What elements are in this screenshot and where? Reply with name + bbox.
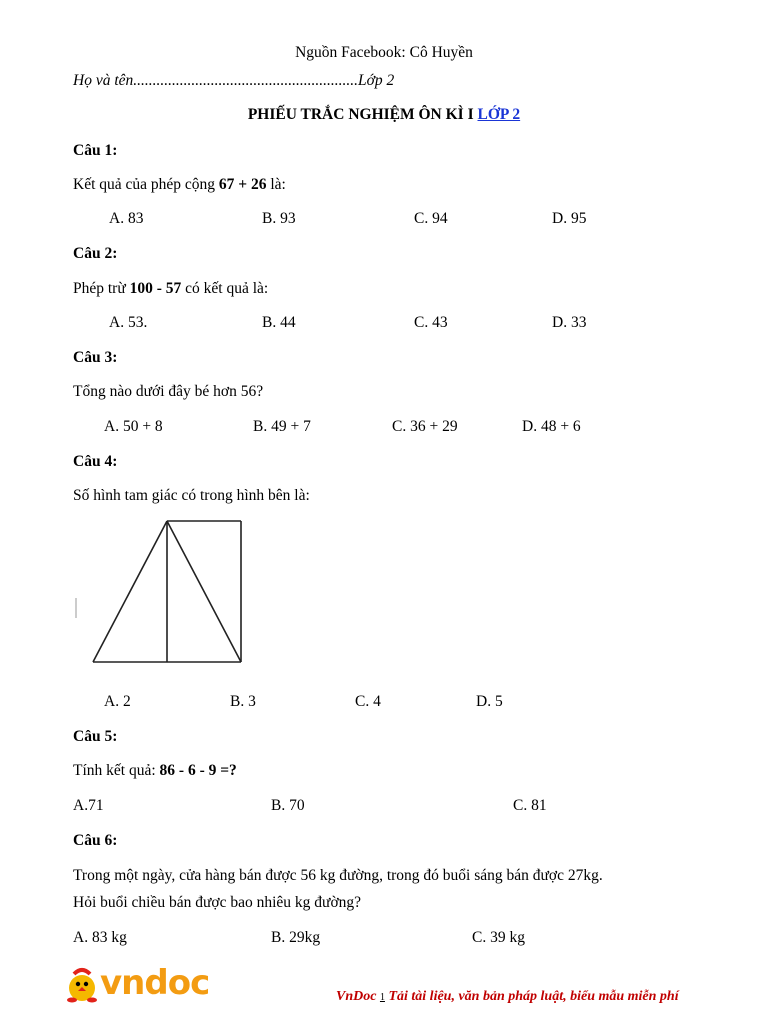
question-2-option-c[interactable]: C. 43 [414,314,448,331]
footer-tagline [336,989,679,1005]
name-label: Họ và tên [73,72,134,89]
question-6-option-b[interactable]: B. 29kg [271,929,321,946]
question-2-option-a[interactable]: A. 53. [109,314,148,331]
class-label: Lớp 2 [358,72,395,89]
question-3-option-b[interactable]: B. 49 + 7 [253,418,311,435]
title-main: PHIẾU TRẮC NGHIỆM ÔN KÌ I [247,106,478,123]
question-5-text [73,762,237,780]
question-1-option-d[interactable]: D. 95 [552,210,587,227]
question-4-option-b[interactable]: B. 3 [230,693,256,710]
question-3-option-a[interactable]: A. 50 + 8 [104,418,163,435]
question-6-option-c[interactable]: C. 39 kg [472,929,525,946]
question-4-option-a[interactable]: A. 2 [104,693,131,710]
question-2-text [73,280,268,298]
question-6-option-a[interactable]: A. 83 kg [73,929,127,946]
question-3-option-d[interactable]: D. 48 + 6 [522,418,581,435]
question-5-option-c[interactable]: C. 81 [513,797,547,814]
question-6-text-line-1: Trong một ngày, cửa hàng bán được 56 kg đường, trong đó buổi sáng bán được 27kg. [73,867,603,884]
question-4-option-c[interactable]: C. 4 [355,693,381,710]
question-5-option-a[interactable]: A.71 [73,797,104,814]
footer-tagline-text: Tải tài liệu, văn bản pháp luật, biểu mẫu miễn phí [384,989,679,1004]
question-1-text [73,176,286,194]
question-5-text-pre: Tính kết quả: [73,762,160,779]
figure-right-slant [167,521,241,662]
question-5-label: Câu 5: [73,728,118,745]
question-5-option-b[interactable]: B. 70 [271,797,305,814]
figure-lines [93,521,241,662]
question-4-option-d[interactable]: D. 5 [476,693,503,710]
question-2-option-b[interactable]: B. 44 [262,314,296,331]
question-2-expression: 100 - 57 [129,280,182,297]
vndoc-logo-text: vndoc [100,963,210,1003]
name-dots: .......................................................... [133,72,359,89]
question-3-label: Câu 3: [73,349,118,366]
question-1-option-b[interactable]: B. 93 [262,210,296,227]
name-line [73,72,394,90]
question-6-text-line-2: Hỏi buổi chiều bán được bao nhiêu kg đường? [73,894,362,911]
page-number: 1 [379,992,385,1003]
title-link[interactable]: LỚP 2 [477,106,521,123]
question-1-text-pre: Kết quả của phép cộng [73,176,219,193]
question-1-option-a[interactable]: A. 83 [109,210,144,227]
page-title [0,106,768,124]
footer-brand: VnDoc [336,989,377,1004]
question-2-text-post: có kết quả là: [181,280,269,297]
chick-mascot-icon [64,966,100,1004]
question-2-label: Câu 2: [73,245,118,262]
question-4-label: Câu 4: [73,453,118,470]
question-4-text: Số hình tam giác có trong hình bên là: [73,487,310,504]
question-6-label: Câu 6: [73,832,118,849]
triangle-figure [70,510,255,680]
source-line: Nguồn Facebook: Cô Huyền [295,44,473,61]
question-3-option-c[interactable]: C. 36 + 29 [392,418,458,435]
question-3-text: Tổng nào dưới đây bé hơn 56? [73,383,264,400]
figure-left-slant [93,521,167,662]
question-2-text-pre: Phép trừ [73,280,130,297]
question-1-option-c[interactable]: C. 94 [414,210,448,227]
question-1-text-post: là: [266,176,286,193]
question-5-expression: 86 - 6 - 9 =? [159,762,237,779]
question-1-expression: 67 + 26 [218,176,267,193]
question-1-label: Câu 1: [73,142,118,159]
question-2-option-d[interactable]: D. 33 [552,314,587,331]
